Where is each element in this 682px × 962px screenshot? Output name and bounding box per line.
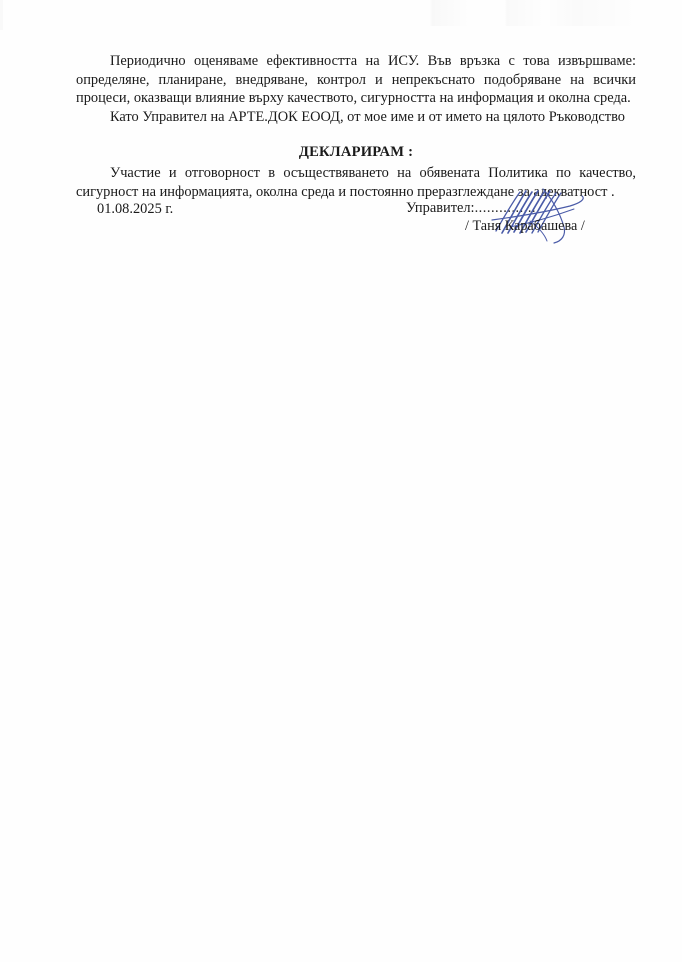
scan-edge-artifact [0, 0, 3, 30]
signature-role-label: Управител: [406, 200, 475, 216]
paragraph-evaluation: Периодично оценяваме ефективността на ИСУ. Във връзка с това извършваме: определяне, планиране, внедряване, контрол и непрекъснато подобряване на всички процеси, оказващи влияние върху качеството, сигурността на информация и околна среда. [76, 53, 636, 107]
declaration-heading: ДЕКЛАРИРАМ : [298, 144, 414, 161]
signatory-name: / Таня Карабашева / [465, 218, 585, 234]
scan-noise-artifact [0, 0, 682, 26]
signature-role-line [406, 198, 636, 218]
paragraph-declaration-body: Участие и отговорност в осъществяването на обявената Политика по качество, сигурност на информацията, околна среда и постоянно преразглеждане за адекватност . [76, 165, 636, 200]
signature-leader-dots-tail: .... [519, 200, 537, 216]
signature-leader-dots: ........... [474, 200, 520, 216]
signature-right-column [406, 198, 636, 234]
document-body [76, 52, 636, 202]
signature-date: 01.08.2025 г. [97, 201, 174, 217]
signature-block [76, 198, 636, 246]
paragraph-manager-statement: Като Управител на АРТЕ.ДОК ЕООД, от мое име и от името на цялото Ръководство [110, 108, 625, 125]
